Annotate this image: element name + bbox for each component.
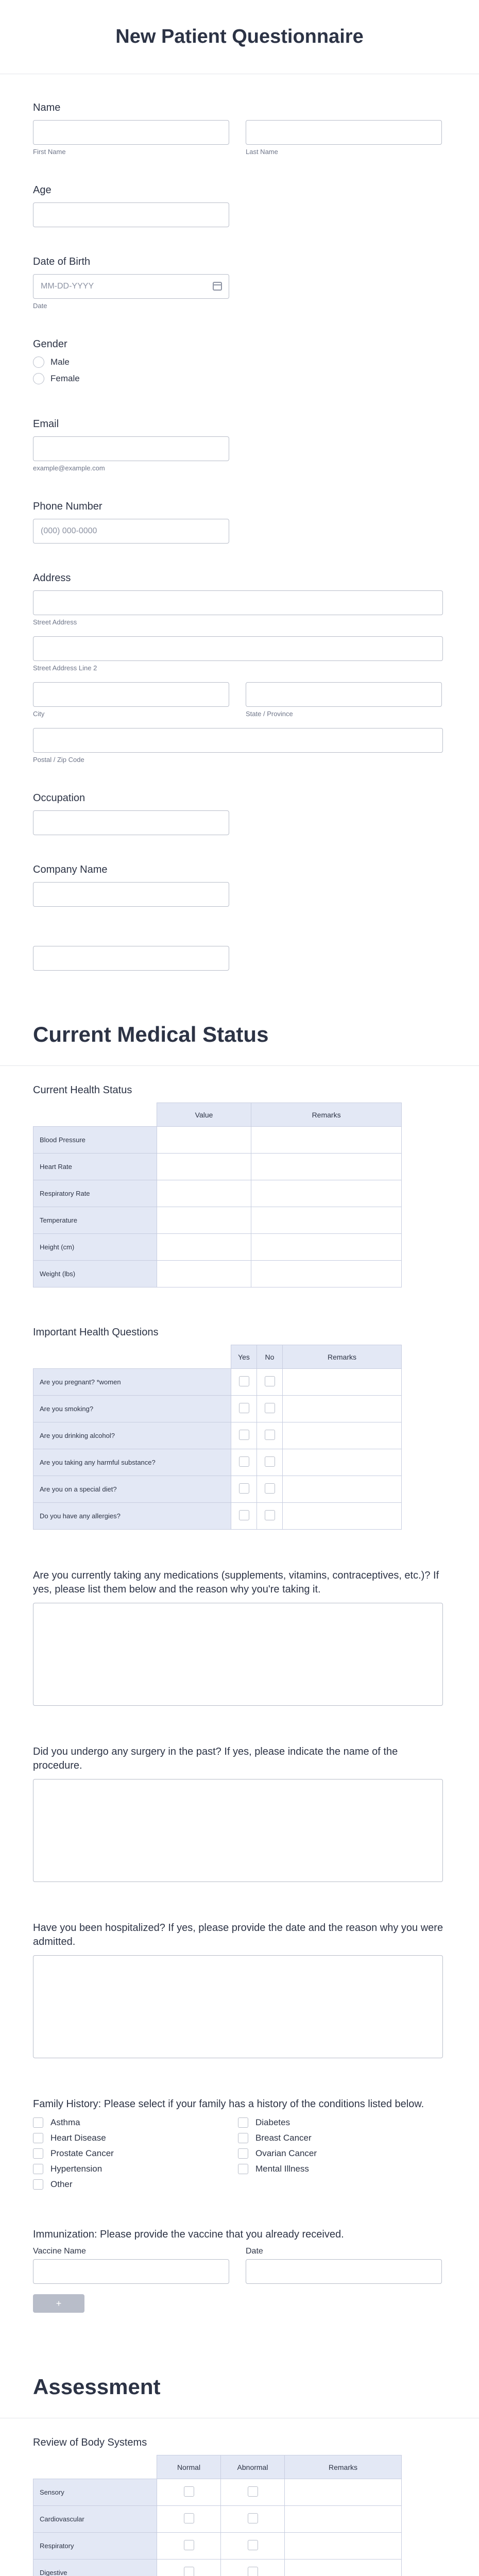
row-label: Sensory — [33, 2479, 157, 2506]
dob-field — [0, 238, 479, 320]
row-label: Respiratory Rate — [33, 1180, 157, 1207]
occupation-input[interactable] — [33, 810, 229, 835]
checkbox[interactable] — [238, 2148, 248, 2159]
last-name-sublabel: Last Name — [246, 148, 278, 156]
occupation-label: Occupation — [33, 792, 85, 804]
family-option-prostate-cancer[interactable] — [33, 2148, 238, 2159]
abnormal-checkbox[interactable] — [248, 2540, 258, 2550]
abnormal-checkbox[interactable] — [248, 2513, 258, 2523]
extra-input[interactable] — [33, 946, 229, 971]
option-label: Prostate Cancer — [50, 2148, 114, 2158]
column-header: Normal — [157, 2455, 221, 2479]
phone-input[interactable] — [33, 519, 229, 544]
yes-checkbox[interactable] — [239, 1430, 249, 1440]
postal-sublabel: Postal / Zip Code — [33, 756, 84, 764]
checkbox[interactable] — [238, 2164, 248, 2174]
checkbox[interactable] — [33, 2164, 43, 2174]
email-sublabel: example@example.com — [33, 464, 105, 472]
normal-checkbox[interactable] — [184, 2513, 194, 2523]
no-checkbox[interactable] — [265, 1403, 275, 1413]
medications-label: Are you currently taking any medications (supplements, vitamins, contraceptives, etc.)? If yes, please list them below and the reason why you're taking it. — [33, 1570, 439, 1595]
dob-input[interactable] — [33, 274, 229, 299]
family-option-other[interactable] — [33, 2179, 238, 2190]
option-label: Heart Disease — [50, 2133, 106, 2143]
yes-checkbox[interactable] — [239, 1376, 249, 1386]
row-label: Cardiovascular — [33, 2506, 157, 2533]
checkbox[interactable] — [33, 2148, 43, 2159]
option-label: Ovarian Cancer — [255, 2148, 317, 2158]
row-label: Digestive — [33, 2560, 157, 2576]
hospitalized-field — [0, 1892, 479, 2069]
table-row — [33, 2479, 402, 2506]
remarks-cell[interactable] — [283, 1503, 402, 1530]
city-sublabel: City — [33, 710, 45, 718]
row-label: Are you taking any harmful substance? — [33, 1449, 231, 1476]
row-label: Blood Pressure — [33, 1127, 157, 1154]
row-label: Heart Rate — [33, 1154, 157, 1180]
company-field — [0, 845, 479, 917]
row-label: Are you smoking? — [33, 1396, 231, 1422]
row-label: Are you pregnant? *women — [33, 1369, 231, 1396]
postal-input[interactable] — [33, 728, 443, 753]
immunization-field — [0, 2200, 479, 2323]
value-cell[interactable] — [157, 1207, 251, 1234]
age-input[interactable] — [33, 202, 229, 227]
health-status-field — [0, 1066, 479, 1298]
age-field — [0, 166, 479, 238]
table-row — [33, 1503, 402, 1530]
abnormal-checkbox[interactable] — [248, 2486, 258, 2497]
value-cell[interactable] — [157, 1234, 251, 1261]
remarks-cell[interactable] — [251, 1180, 402, 1207]
dob-sublabel: Date — [33, 302, 47, 310]
family-option-asthma[interactable] — [33, 2117, 238, 2128]
option-label: Other — [50, 2179, 73, 2189]
row-label: Height (cm) — [33, 1234, 157, 1261]
occupation-field — [0, 774, 479, 845]
no-checkbox[interactable] — [265, 1483, 275, 1494]
no-checkbox[interactable] — [265, 1430, 275, 1440]
review-label: Review of Body Systems — [33, 2437, 147, 2448]
row-label: Are you drinking alcohol? — [33, 1422, 231, 1449]
column-header: No — [257, 1345, 283, 1369]
vaccine-name-input[interactable] — [33, 2259, 229, 2284]
value-cell[interactable] — [157, 1154, 251, 1180]
gender-field — [0, 320, 479, 400]
column-header: Yes — [231, 1345, 257, 1369]
surgery-textarea[interactable] — [33, 1779, 443, 1882]
family-option-breast-cancer[interactable] — [238, 2133, 443, 2143]
street-address-input[interactable] — [33, 590, 443, 615]
remarks-cell[interactable] — [283, 1449, 402, 1476]
surgery-field — [0, 1716, 479, 1892]
gender-option-female[interactable] — [33, 373, 446, 384]
remarks-cell[interactable] — [251, 1261, 402, 1287]
family-history-options — [33, 2117, 446, 2190]
remarks-cell[interactable] — [283, 1369, 402, 1396]
table-row — [33, 1127, 402, 1154]
assessment-heading: Assessment — [0, 2354, 479, 2418]
table-row — [33, 1449, 402, 1476]
table-row — [33, 1369, 402, 1396]
table-row — [33, 1422, 402, 1449]
yes-checkbox[interactable] — [239, 1456, 249, 1467]
medical-status-heading: Current Medical Status — [0, 1002, 479, 1066]
no-checkbox[interactable] — [265, 1456, 275, 1467]
value-cell[interactable] — [157, 1180, 251, 1207]
address-label: Address — [33, 572, 71, 584]
city-input[interactable] — [33, 682, 229, 707]
family-option-diabetes[interactable] — [238, 2117, 443, 2128]
checkbox[interactable] — [238, 2133, 248, 2143]
medications-field — [0, 1540, 479, 1716]
surgery-label: Did you undergo any surgery in the past? If yes, please indicate the name of the procedure. — [33, 1746, 398, 1771]
table-row — [33, 1261, 402, 1287]
health-questions-table — [33, 1345, 402, 1530]
name-field — [0, 74, 479, 166]
table-row — [33, 1180, 402, 1207]
row-label: Do you have any allergies? — [33, 1503, 231, 1530]
option-label: Diabetes — [255, 2117, 290, 2127]
abnormal-checkbox[interactable] — [248, 2567, 258, 2576]
address-field — [0, 554, 479, 774]
street-address-2-input[interactable] — [33, 636, 443, 661]
street-address-2-sublabel: Street Address Line 2 — [33, 664, 97, 672]
add-row-button[interactable]: + — [33, 2294, 84, 2313]
yes-checkbox[interactable] — [239, 1483, 249, 1494]
yes-checkbox[interactable] — [239, 1403, 249, 1413]
phone-label: Phone Number — [33, 501, 102, 512]
state-sublabel: State / Province — [246, 710, 293, 718]
hospitalized-textarea[interactable] — [33, 1955, 443, 2058]
radio-button[interactable] — [33, 357, 44, 368]
gender-option-label: Female — [50, 374, 80, 383]
email-input[interactable] — [33, 436, 229, 461]
yes-checkbox[interactable] — [239, 1510, 249, 1520]
family-option-ovarian-cancer[interactable] — [238, 2148, 443, 2159]
option-label: Mental Illness — [255, 2164, 309, 2174]
remarks-cell[interactable] — [251, 1207, 402, 1234]
hospitalized-label: Have you been hospitalized? If yes, please provide the date and the reason why you were admitted. — [33, 1922, 443, 1947]
table-row — [33, 2533, 402, 2560]
gender-option-male[interactable] — [33, 357, 446, 368]
state-input[interactable] — [246, 682, 442, 707]
medications-textarea[interactable] — [33, 1603, 443, 1706]
health-status-label: Current Health Status — [33, 1084, 132, 1096]
table-row — [33, 1154, 402, 1180]
row-label: Respiratory — [33, 2533, 157, 2560]
name-label: Name — [33, 102, 61, 113]
table-row — [33, 1396, 402, 1422]
company-label: Company Name — [33, 864, 108, 875]
column-header: Value — [157, 1103, 251, 1127]
radio-button[interactable] — [33, 373, 44, 384]
row-label: Weight (lbs) — [33, 1261, 157, 1287]
remarks-cell[interactable] — [285, 2479, 402, 2506]
table-row — [33, 2506, 402, 2533]
calendar-icon[interactable] — [213, 282, 222, 291]
first-name-sublabel: First Name — [33, 148, 66, 156]
column-header: Abnormal — [221, 2455, 285, 2479]
no-checkbox[interactable] — [265, 1376, 275, 1386]
extra-field — [0, 917, 479, 981]
email-label: Email — [33, 418, 59, 430]
normal-checkbox[interactable] — [184, 2567, 194, 2576]
no-checkbox[interactable] — [265, 1510, 275, 1520]
vaccine-date-input[interactable] — [246, 2259, 442, 2284]
age-label: Age — [33, 184, 52, 196]
health-questions-field — [0, 1298, 479, 1540]
checkbox[interactable] — [33, 2117, 43, 2128]
checkbox[interactable] — [33, 2179, 43, 2190]
value-cell[interactable] — [157, 1261, 251, 1287]
table-row — [33, 1207, 402, 1234]
column-header: Remarks — [251, 1103, 402, 1127]
family-history-field — [0, 2069, 479, 2200]
first-name-input[interactable] — [33, 120, 229, 145]
immunization-label: Immunization: Please provide the vaccine that you already received. — [33, 2229, 344, 2240]
email-field — [0, 400, 479, 482]
table-row — [33, 1234, 402, 1261]
remarks-cell[interactable] — [283, 1476, 402, 1503]
remarks-cell[interactable] — [251, 1154, 402, 1180]
gender-option-label: Male — [50, 357, 70, 367]
normal-checkbox[interactable] — [184, 2486, 194, 2497]
family-history-label: Family History: Please select if your family has a history of the conditions listed below. — [33, 2098, 424, 2110]
form-title: New Patient Questionnaire — [0, 0, 479, 74]
value-cell[interactable] — [157, 1127, 251, 1154]
table-row — [33, 2560, 402, 2576]
family-option-heart-disease[interactable] — [33, 2133, 238, 2143]
column-header: Remarks — [283, 1345, 402, 1369]
phone-field — [0, 482, 479, 554]
street-address-sublabel: Street Address — [33, 618, 77, 626]
family-option-hypertension[interactable] — [33, 2164, 238, 2174]
family-option-mental-illness[interactable] — [238, 2164, 443, 2174]
vaccine-date-header: Date — [246, 2247, 263, 2256]
dob-label: Date of Birth — [33, 256, 91, 267]
row-label: Temperature — [33, 1207, 157, 1234]
checkbox[interactable] — [33, 2133, 43, 2143]
table-row — [33, 1476, 402, 1503]
row-label: Are you on a special diet? — [33, 1476, 231, 1503]
column-header: Remarks — [285, 2455, 402, 2479]
vaccine-name-header: Vaccine Name — [33, 2247, 86, 2256]
health-questions-label: Important Health Questions — [33, 1327, 159, 1338]
normal-checkbox[interactable] — [184, 2540, 194, 2550]
remarks-cell[interactable] — [285, 2533, 402, 2560]
remarks-cell[interactable] — [251, 1234, 402, 1261]
gender-label: Gender — [33, 338, 67, 350]
company-input[interactable] — [33, 882, 229, 907]
remarks-cell[interactable] — [283, 1422, 402, 1449]
health-status-table — [33, 1103, 402, 1287]
last-name-input[interactable] — [246, 120, 442, 145]
checkbox[interactable] — [238, 2117, 248, 2128]
remarks-cell[interactable] — [285, 2506, 402, 2533]
remarks-cell[interactable] — [285, 2560, 402, 2576]
review-table — [33, 2455, 402, 2576]
option-label: Hypertension — [50, 2164, 102, 2174]
remarks-cell[interactable] — [251, 1127, 402, 1154]
review-field — [0, 2418, 479, 2576]
remarks-cell[interactable] — [283, 1396, 402, 1422]
option-label: Asthma — [50, 2117, 80, 2127]
option-label: Breast Cancer — [255, 2133, 312, 2143]
